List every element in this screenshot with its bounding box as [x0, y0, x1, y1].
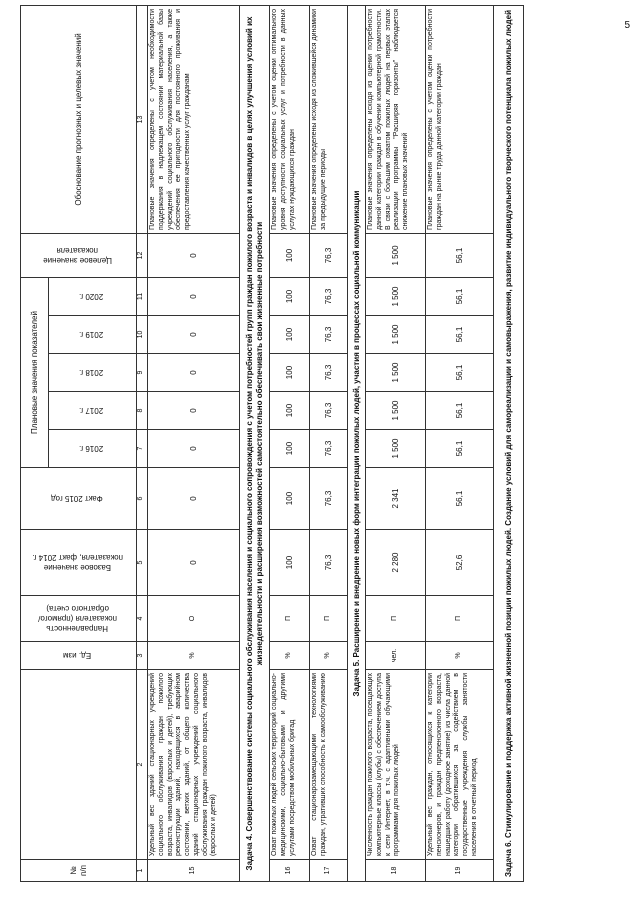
unit-cell: %: [310, 642, 348, 670]
rationale-cell: Плановые значения определены исходя из оценки потребности данной категории граждан в обучении компьютерной грамотности. В связи с большим охватом пожилых людей на первых этапах реализации программы "Расширяя горизонты" наблюдается снижение плановых значений: [366, 5, 426, 233]
task-row: [348, 5, 366, 881]
value-2020: 0: [148, 277, 240, 315]
direction-cell: П: [366, 596, 426, 642]
rationale-cell: Плановые значения определены исходя из сложившейся динамики за предыдущие периоды: [310, 5, 348, 233]
header-2016-text: 2016 г.: [78, 444, 104, 454]
value-2020: 56,1: [426, 277, 494, 315]
value-2018: 0: [148, 354, 240, 392]
value-2017: 76,3: [310, 392, 348, 430]
row-number: 15: [148, 860, 240, 882]
header-fact2015: [21, 468, 137, 530]
indicator-name: Численность граждан пожилого возраста, посещающих компьютерные классы (клубы) с обеспечением доступа к сети Интернет, в т.ч. с адаптивными обучающими программами для пожилых людей: [366, 670, 426, 860]
column-index: 3: [137, 642, 148, 670]
rotated-sheet: [20, 6, 596, 882]
fact2015-cell: 56,1: [426, 468, 494, 530]
value-2020: 1 500: [366, 277, 426, 315]
task-row: [240, 5, 270, 881]
table-row: [366, 5, 426, 881]
header-indicator: [21, 670, 137, 860]
indicator-name: Удельный вес граждан, относящихся к категории пенсионеров, и граждан предпенсионного возраста, нашедших работу (доходное занятие) из числа данной категории обратившихся за содействием в государственные учреждения службы занятости населения в отчетный период: [426, 670, 494, 860]
header-no: № п/п: [21, 860, 137, 882]
table-row: [310, 5, 348, 881]
header-2018: [49, 354, 137, 392]
target-cell: 100: [270, 233, 310, 277]
fact2015-cell: 100: [270, 468, 310, 530]
fact2015-cell: 76,3: [310, 468, 348, 530]
base-cell: 52,6: [426, 530, 494, 596]
header-unit-text: Ед. изм: [62, 651, 92, 661]
value-2016: 1 500: [366, 430, 426, 468]
base-cell: 2 280: [366, 530, 426, 596]
target-cell: 56,1: [426, 233, 494, 277]
direction-cell: П: [426, 596, 494, 642]
unit-cell: %: [426, 642, 494, 670]
row-number: 17: [310, 860, 348, 882]
unit-cell: %: [148, 642, 240, 670]
page-number: 5: [624, 20, 630, 31]
task-row: [494, 5, 524, 881]
header-rationale: Обоснование прогнозных и целевых значений: [21, 5, 137, 233]
indicator-name: Охват стационарозамещающими технологиями граждан, утративших способность к самообслуживанию: [310, 670, 348, 860]
value-2016: 100: [270, 430, 310, 468]
indicators-table: [20, 5, 524, 882]
fact2015-cell: 2 341: [366, 468, 426, 530]
unit-cell: %: [270, 642, 310, 670]
row-number: 18: [366, 860, 426, 882]
header-target: [21, 233, 137, 277]
header-2019-text: 2019 г.: [78, 330, 104, 340]
row-number: 16: [270, 860, 310, 882]
value-2016: 0: [148, 430, 240, 468]
rationale-cell: Плановые значения определены с учетом необходимости поддержания в надлежащем состоянии материальной базы учреждений социального обслуживания населения, а также обеспечения ее пригодности для постоянного проживания и предоставления качественных услуг гражданам: [148, 5, 240, 233]
header-2020-text: 2020 г.: [78, 292, 104, 302]
value-2019: 0: [148, 316, 240, 354]
column-index: 5: [137, 530, 148, 596]
value-2019: 56,1: [426, 316, 494, 354]
header-2020: [49, 277, 137, 315]
value-2017: 0: [148, 392, 240, 430]
target-cell: 1 500: [366, 233, 426, 277]
task-heading: Задача 5. Расширение и внедрение новых форм интеграции пожилых людей, участия в процессах социальной коммуникации: [348, 5, 366, 881]
indicator-name: Удельный вес зданий стационарных учреждений социального обслуживания граждан пожилого возраста, инвалидов (взрослых и детей), требующих реконструкции зданий, находящихся в аварийном состоянии, ветхих зданий, от общего количества зданий стационарных учреждений социального обслуживания граждан пожилого возраста, инвалидов (взрослых и детей): [148, 670, 240, 860]
value-2018: 76,3: [310, 354, 348, 392]
fact2015-cell: 0: [148, 468, 240, 530]
unit-cell: чел.: [366, 642, 426, 670]
value-2017: 100: [270, 392, 310, 430]
column-index: 4: [137, 596, 148, 642]
column-index: 1: [137, 860, 148, 882]
value-2017: 1 500: [366, 392, 426, 430]
column-index: 7: [137, 430, 148, 468]
rationale-cell: Плановые значения определены с учетом оценки оптимального уровня доступности социальных услуг и потребности в данных услугах нуждающихся граждан: [270, 5, 310, 233]
value-2017: 56,1: [426, 392, 494, 430]
task-heading: Задача 4. Совершенствование системы социального обслуживания населения и социального сопровождения с учетом потребностей групп граждан пожилого возраста и инвалидов в целях улучшения условий их жизнедеятельности и расширения возможностей самостоятельно обеспечивать свои жизненные потребности: [240, 5, 270, 881]
rationale-cell: Плановые значения определены с учетом оценки потребности граждан на рынке труда данной категории граждан: [426, 5, 494, 233]
value-2019: 76,3: [310, 316, 348, 354]
header-unit: [21, 642, 137, 670]
base-cell: 100: [270, 530, 310, 596]
value-2016: 56,1: [426, 430, 494, 468]
value-2018: 1 500: [366, 354, 426, 392]
header-base: [21, 530, 137, 596]
base-cell: 0: [148, 530, 240, 596]
table-row: [148, 5, 240, 881]
table-row: [270, 5, 310, 881]
value-2018: 100: [270, 354, 310, 392]
column-index: 9: [137, 354, 148, 392]
value-2016: 76,3: [310, 430, 348, 468]
header-2018-text: 2018 г.: [78, 368, 104, 378]
indicator-name: Охват пожилых людей сельских территорий социально-медицинскими, социально-бытовыми и другими услугами посредством мобильных бригад: [270, 670, 310, 860]
header-2017-text: 2017 г.: [78, 406, 104, 416]
header-base-text: Базовое значение показателя, факт 2014 г.: [31, 553, 123, 573]
header-direction: [21, 596, 137, 642]
task-heading: Задача 6. Стимулирование и поддержка активной жизненной позиции пожилых людей. Создание условий для самореализации и самовыражения, развитие индивидуального творческого потенциала пожилых людей: [494, 5, 524, 881]
direction-cell: П: [310, 596, 348, 642]
table-row: [426, 5, 494, 881]
column-index: 8: [137, 392, 148, 430]
direction-cell: О: [148, 596, 240, 642]
header-planned: Плановые значения показателей: [21, 277, 49, 467]
target-cell: 76,3: [310, 233, 348, 277]
target-cell: 0: [148, 233, 240, 277]
header-direction-text: Направленность показателя (прямого/обратного счета): [37, 604, 117, 634]
value-2018: 56,1: [426, 354, 494, 392]
value-2019: 100: [270, 316, 310, 354]
column-index: 10: [137, 316, 148, 354]
value-2019: 1 500: [366, 316, 426, 354]
column-index-row: [137, 5, 148, 881]
value-2020: 76,3: [310, 277, 348, 315]
header-fact2015-text: Факт 2015 год: [51, 494, 103, 504]
base-cell: 76,3: [310, 530, 348, 596]
column-index: 2: [137, 670, 148, 860]
row-number: 19: [426, 860, 494, 882]
header-target-text: Целевое значение показателя: [42, 246, 112, 266]
header-2019: [49, 316, 137, 354]
column-index: 6: [137, 468, 148, 530]
column-index: 12: [137, 233, 148, 277]
value-2020: 100: [270, 277, 310, 315]
direction-cell: П: [270, 596, 310, 642]
column-index: 13: [137, 5, 148, 233]
column-index: 11: [137, 277, 148, 315]
header-2016: [49, 430, 137, 468]
header-2017: [49, 392, 137, 430]
